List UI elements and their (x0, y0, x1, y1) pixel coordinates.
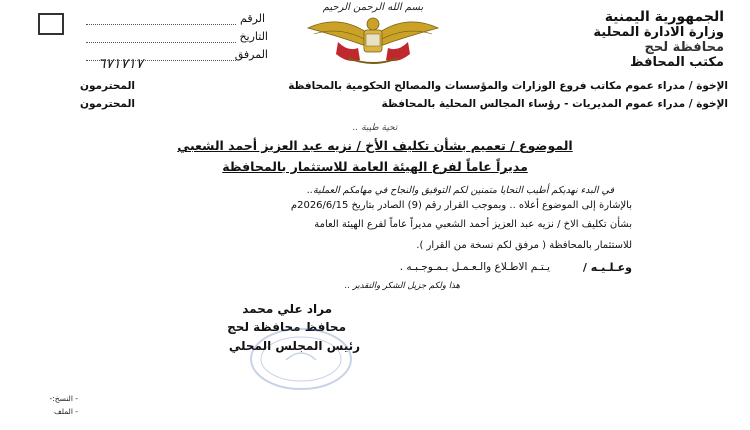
file-label: - الملف (53, 407, 78, 416)
addressee-line: الإخوة / مدراء عموم مكاتب فروع الوزارات والمؤسسات والمصالح الحكومية بالمحافظة (288, 80, 728, 92)
body-assignment-1: بشأن تكليف الاخ / نزيه عبد العزيز أحمد الشعبي مديراً عاماً لفرع الهيئة العامة (314, 219, 632, 230)
addressee-line: الإخوة / مدراء عموم المديريات - رؤساء المجالس المحلية بالمحافظة (381, 98, 728, 110)
body-closing: هذا ولكم جزيل الشكر والتقدير .. (344, 281, 460, 291)
ref-number-label: الرقم (240, 12, 266, 25)
ref-attach-label: المرفق (234, 48, 268, 61)
ref-date-line (86, 30, 236, 43)
body-action-lead: وعـلـيـه / (582, 261, 632, 274)
body-action: يـتـم الاطـلاع والـعـمـل بـمـوجـبـه . (399, 261, 550, 273)
handwritten-number: ٦٧١٧١٧ (98, 56, 144, 72)
governorate-name: محافظة لحج (644, 40, 724, 55)
office-name: مكتب المحافظ (630, 55, 724, 70)
ref-number-row (86, 12, 268, 25)
basmala: بسم الله الرحمن الرحيم (322, 2, 424, 13)
signatory-title-2: رئيس المجلس المحلي (228, 339, 360, 353)
signatory-name: مراد علي محمد (242, 302, 332, 316)
subject-line-1: الموضوع / تعميم بشأن تكليف الأخ / نزيه عبد العزيز أحمد الشعبي (177, 138, 573, 153)
ref-number-line (86, 12, 236, 25)
letterhead-government (593, 10, 724, 70)
body-assignment-2: للاستثمار بالمحافظة ( مرفق لكم نسخة من القرار ). (416, 240, 632, 251)
greeting: تحية طيبة .. (352, 123, 398, 133)
country-name: الجمهورية اليمنية (604, 9, 724, 25)
body-opening: في البدء نهديكم أطيب التحايا متمنين لكم التوفيق والنجاح في مهامكم العملية.. (306, 185, 614, 196)
reference-block (38, 10, 268, 72)
reference-stamp-box (38, 13, 64, 35)
body-reference: بالإشارة إلى الموضوع أعلاه .. وبموجب القرار رقم (9) الصادر بتاريخ 2026/6/15م (290, 200, 632, 211)
signatory-title: محافظ محافظة لحج (227, 320, 346, 334)
ministry-name: وزارة الادارة المحلية (593, 25, 724, 40)
addressee-respect: المحترمون (80, 80, 136, 92)
yemen-emblem (278, 2, 468, 68)
copies-label: - النسخ:- (49, 394, 78, 403)
ref-date-label: التاريخ (239, 30, 268, 43)
addressee-respect: المحترمون (80, 98, 136, 110)
ref-date-row (86, 30, 268, 43)
official-seal-icon (248, 326, 354, 392)
subject-line-2: مديراً عاماً لفرع الهيئة العامة للاستثمار بالمحافظة (222, 159, 528, 174)
